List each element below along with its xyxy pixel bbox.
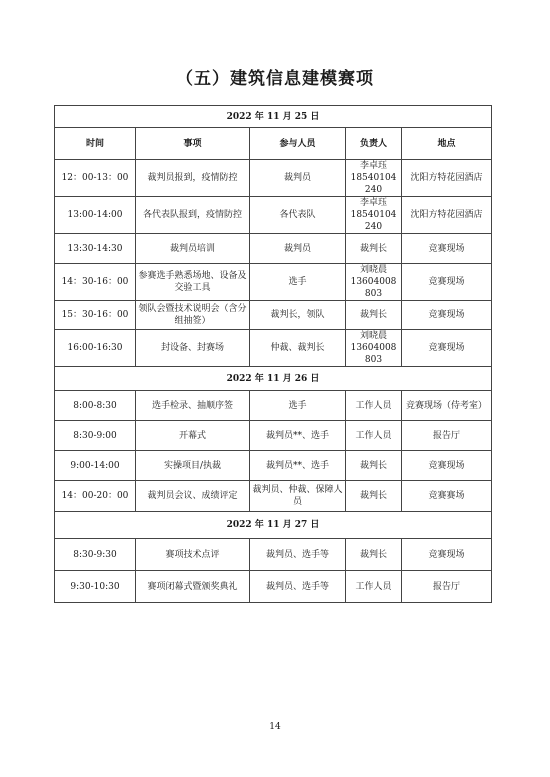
location-cell: 竞赛现场 — [402, 330, 492, 367]
responsible-cell: 李卓珏 18540104240 — [346, 197, 402, 234]
location-cell: 报告厅 — [402, 571, 492, 603]
time-cell: 9:30-10:30 — [55, 571, 136, 603]
time-cell: 9:00-14:00 — [55, 451, 136, 481]
item-cell: 开幕式 — [136, 421, 250, 451]
participants-cell: 裁判员、选手等 — [250, 571, 346, 603]
location-cell: 竞赛现场 — [402, 234, 492, 264]
item-cell: 封设备、封赛场 — [136, 330, 250, 367]
participants-cell: 裁判员、仲裁、保障人员 — [250, 481, 346, 512]
time-cell: 8:30-9:30 — [55, 539, 136, 571]
column-header-responsible: 负责人 — [346, 128, 402, 160]
table-row — [55, 197, 492, 234]
item-cell: 赛项闭幕式暨颁奖典礼 — [136, 571, 250, 603]
item-cell: 赛项技术点评 — [136, 539, 250, 571]
location-cell: 竞赛现场 — [402, 451, 492, 481]
time-cell: 13:30-14:30 — [55, 234, 136, 264]
responsible-cell: 刘晓晨 13604008803 — [346, 330, 402, 367]
responsible-cell: 工作人员 — [346, 421, 402, 451]
table-row — [55, 571, 492, 603]
participants-cell: 选手 — [250, 391, 346, 421]
time-cell: 14：30-16：00 — [55, 264, 136, 301]
table-row — [55, 539, 492, 571]
responsible-cell: 裁判长 — [346, 301, 402, 330]
location-cell: 沈阳方特花园酒店 — [402, 160, 492, 197]
location-cell: 竞赛赛场 — [402, 481, 492, 512]
participants-cell: 裁判长，领队 — [250, 301, 346, 330]
location-cell: 沈阳方特花园酒店 — [402, 197, 492, 234]
item-cell: 裁判员培训 — [136, 234, 250, 264]
item-cell: 各代表队报到，疫情防控 — [136, 197, 250, 234]
location-cell: 竞赛现场 — [402, 301, 492, 330]
location-cell: 报告厅 — [402, 421, 492, 451]
table-row — [55, 330, 492, 367]
participants-cell: 裁判员**、选手 — [250, 421, 346, 451]
table-row — [55, 451, 492, 481]
table-row — [55, 301, 492, 330]
table-row — [55, 421, 492, 451]
date-band: 2022 年 11 月 25 日 — [55, 106, 492, 128]
table-row — [55, 264, 492, 301]
item-cell: 裁判员会议、成绩评定 — [136, 481, 250, 512]
responsible-cell: 工作人员 — [346, 391, 402, 421]
time-cell: 15：30-16：00 — [55, 301, 136, 330]
table-row — [55, 234, 492, 264]
column-header-location: 地点 — [402, 128, 492, 160]
responsible-cell: 李卓珏 18540104240 — [346, 160, 402, 197]
time-cell: 12：00-13：00 — [55, 160, 136, 197]
column-header-participants: 参与人员 — [250, 128, 346, 160]
location-cell: 竞赛现场（侍考室） — [402, 391, 492, 421]
section-title: （五）建筑信息建模赛项 — [176, 69, 374, 89]
table-row — [55, 391, 492, 421]
responsible-cell: 工作人员 — [346, 571, 402, 603]
responsible-cell: 刘晓晨 13604008803 — [346, 264, 402, 301]
date-band: 2022 年 11 月 27 日 — [55, 512, 492, 539]
page-number: 14 — [269, 722, 281, 732]
date-band: 2022 年 11 月 26 日 — [55, 367, 492, 391]
participants-cell: 裁判员、选手等 — [250, 539, 346, 571]
table-row — [55, 160, 492, 197]
time-cell: 16:00-16:30 — [55, 330, 136, 367]
responsible-cell: 裁判长 — [346, 481, 402, 512]
time-cell: 8:00-8:30 — [55, 391, 136, 421]
participants-cell: 选手 — [250, 264, 346, 301]
participants-cell: 裁判员 — [250, 160, 346, 197]
participants-cell: 裁判员**、选手 — [250, 451, 346, 481]
item-cell: 裁判员报到，疫情防控 — [136, 160, 250, 197]
time-cell: 8:30-9:00 — [55, 421, 136, 451]
time-cell: 14：00-20：00 — [55, 481, 136, 512]
table-row — [55, 481, 492, 512]
column-header-time: 时间 — [55, 128, 136, 160]
responsible-cell: 裁判长 — [346, 451, 402, 481]
item-cell: 领队会暨技术说明会（含分组抽签） — [136, 301, 250, 330]
participants-cell: 裁判员 — [250, 234, 346, 264]
schedule-table — [54, 105, 492, 603]
location-cell: 竞赛现场 — [402, 539, 492, 571]
responsible-cell: 裁判长 — [346, 539, 402, 571]
time-cell: 13:00-14:00 — [55, 197, 136, 234]
item-cell: 实操项目/执裁 — [136, 451, 250, 481]
participants-cell: 各代表队 — [250, 197, 346, 234]
item-cell: 选手检录、抽顺序签 — [136, 391, 250, 421]
item-cell: 参赛选手熟悉场地、设备及交验工具 — [136, 264, 250, 301]
column-header-item: 事项 — [136, 128, 250, 160]
responsible-cell: 裁判长 — [346, 234, 402, 264]
location-cell: 竞赛现场 — [402, 264, 492, 301]
participants-cell: 仲裁、裁判长 — [250, 330, 346, 367]
